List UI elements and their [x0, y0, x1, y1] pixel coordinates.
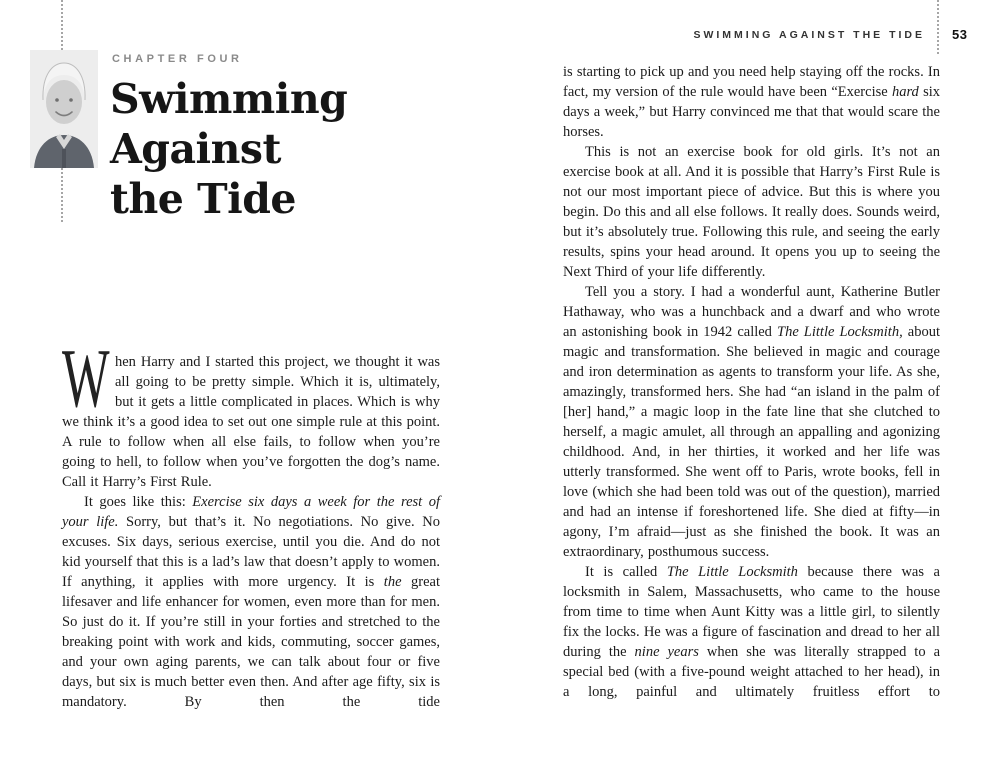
- drop-cap: W: [62, 332, 110, 425]
- paragraph: is starting to pick up and you need help staying off the rocks. In fact, my version of the rule would have been “Exercise hard six days a week,” but Harry convinced me that that would scare the horses.: [563, 64, 941, 140]
- running-header: SWIMMING AGAINST THE TIDE: [693, 29, 925, 41]
- author-photo: [30, 50, 98, 168]
- folio-dotted-rule: [937, 0, 939, 54]
- page-number: 53: [952, 27, 968, 42]
- chapter-title-line: the Tide: [110, 175, 296, 223]
- body-text-column-left: [62, 332, 440, 712]
- chapter-title-line: Swimming: [110, 75, 348, 123]
- body-text-column-right: [563, 62, 940, 702]
- paragraph: This is not an exercise book for old girls. It’s not an exercise book at all. And it is possible that Harry’s First Rule is not our most important piece of advice. But this is where you begin. Do this and all else follows. It really does. Sounds weird, but it’s absolutely true. Following this rule, and seeing the early results, spins your head around. It opens you up to seeing the Next Third of your life differently.: [563, 144, 940, 280]
- paragraph: When Harry and I started this project, we thought it was all going to be pretty simple. Which it is, ultimately, but it gets a little complicated in places. Which is why we think it’s a good idea to set out one simple rule at this point. A rule to follow when all else fails, to follow when you’re going to hell, to follow when you’ve forgotten the dog’s name. Call it Harry’s First Rule.: [62, 332, 440, 490]
- paragraph: Tell you a story. I had a wonderful aunt, Katherine Butler Hathaway, who was a hunchback and a dwarf and who wrote an astonishing book in 1942 called The Little Locksmith, about magic and transformation. She believed in magic and courage and iron determination as agents to transform your life. As she, amazingly, transformed hers. She had “an island in the palm of [her] hand,” a magic loop in the fate line that she clutched to herself, a magic amulet, all through an appalling and agonizing childhood. And, in her thirties, it worked and her life was utterly transformed. She went off to Paris, wrote books, fell in love (which she had been told was out of the question), married and had an intense if foreshortened life. She died at fifty—in agony, I’m afraid—just as she finished the book. It was an extraordinary, posthumous success.: [563, 284, 940, 560]
- paragraph: It goes like this: Exercise six days a week for the rest of your life. Sorry, but that’s it. No negotiations. No give. No excuses. Six days, serious exercise, until you die. And do not kid yourself that this is a lad’s law that doesn’t apply to women. If anything, it applies with more urgency. It is the great lifesaver and life enhancer for women, even more than for men. So just do it. If you’re still in your forties and stretched to the breaking point with work and kids, commuting, soccer games, and your own aging parents, we can talk about four or five days, but six is much better even then. And after age fifty, six is mandatory. By then the tide: [62, 494, 440, 710]
- paragraph: It is called The Little Locksmith because there was a locksmith in Salem, Massachusetts, who came to the house from time to time when Aunt Kitty was a little girl, to silently fix the locks. He was a figure of fascination and dread to her all during the nine years when she was literally strapped to a special bed (with a five-pound weight attached to her head), in a long, painful and ultimately fruitless effort to: [563, 564, 941, 700]
- chapter-title: [110, 74, 347, 224]
- chapter-title-line: Against: [110, 125, 281, 173]
- chapter-kicker: CHAPTER FOUR: [112, 53, 243, 65]
